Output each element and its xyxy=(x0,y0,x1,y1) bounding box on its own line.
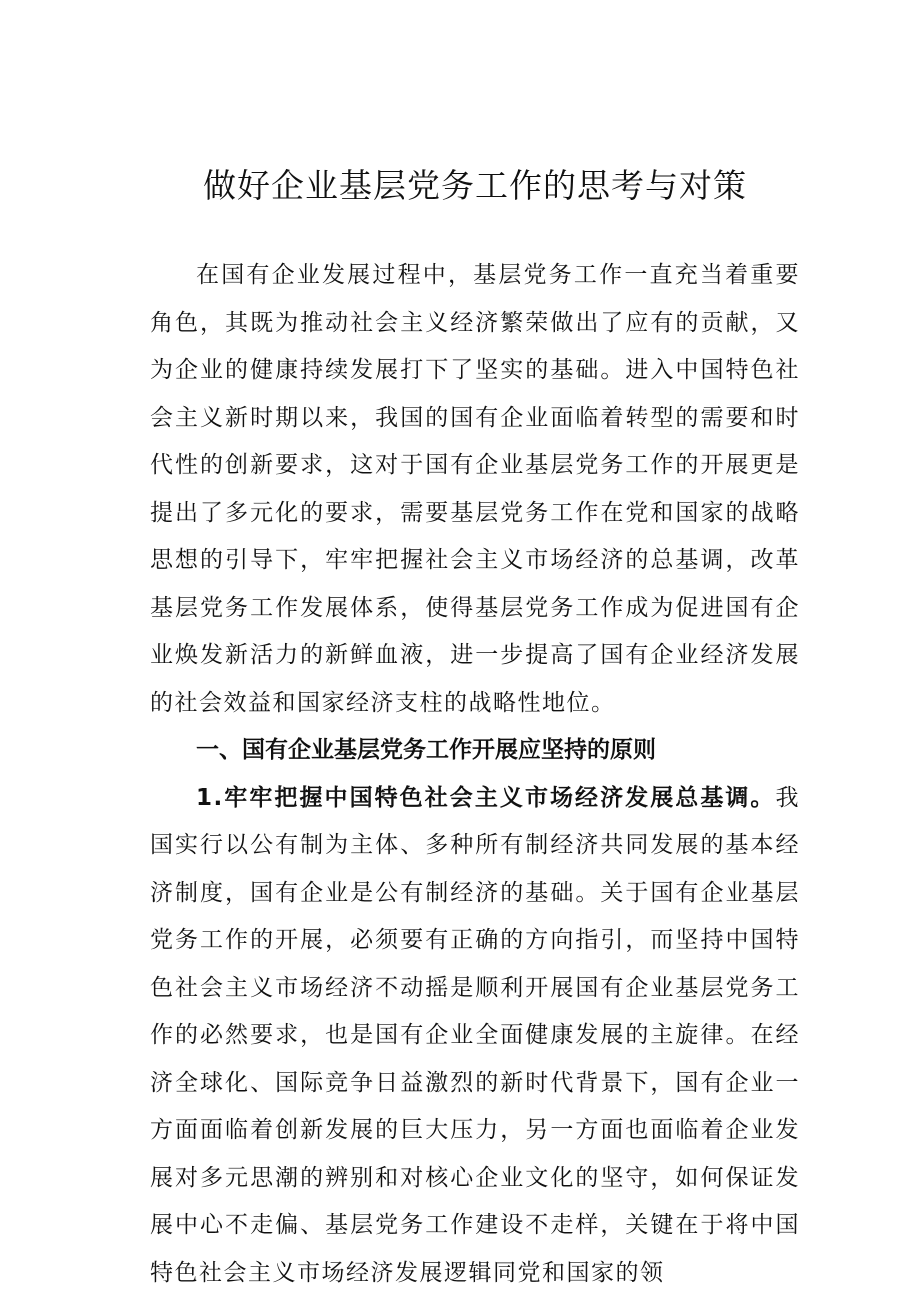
point1-lead: 1.牢牢把握中国特色社会主义市场经济发展总基调。 xyxy=(196,784,776,811)
intro-paragraph: 在国有企业发展过程中，基层党务工作一直充当着重要角色，其既为推动社会主义经济繁荣做出了应有的贡献，又为企业的健康持续发展打下了坚实的基础。进入中国特色社会主义新时期以来，我国的国有企业面临着转型的需要和时代性的创新要求，这对于国有企业基层党务工作的开展更是提出了多元化的要求，需要基层党务工作在党和国家的战略思想的引导下，牢牢把握社会主义市场经济的总基调，改革基层党务工作发展体系，使得基层党务工作成为促进国有企业焕发新活力的新鲜血液，进一步提高了国有企业经济发展的社会效益和国家经济支柱的战略性地位。 xyxy=(150,262,800,716)
section-heading: 一、国有企业基层党务工作开展应坚持的原则 xyxy=(196,737,656,763)
document-title: 做好企业基层党务工作的思考与对策 xyxy=(203,166,747,205)
point1-body: 我国实行以公有制为主体、多种所有制经济共同发展的基本经济制度，国有企业是公有制经济的基础。关于国有企业基层党务工作的开展，必须要有正确的方向指引，而坚持中国特色社会主义市场经济不动摇是顺利开展国有企业基层党务工作的必然要求，也是国有企业全面健康发展的主旋律。在经济全球化、国际竞争日益激烈的新时代背景下，国有企业一方面面临着创新发展的巨大压力，另一方面也面临着企业发展对多元思潮的辨别和对核心企业文化的坚守，如何保证发展中心不走偏、基层党务工作建设不走样，关键在于将中国特色社会主义市场经济发展逻辑同党和国家的领 xyxy=(150,784,800,1286)
point1-paragraph xyxy=(150,775,800,1298)
document-page xyxy=(150,160,800,1297)
